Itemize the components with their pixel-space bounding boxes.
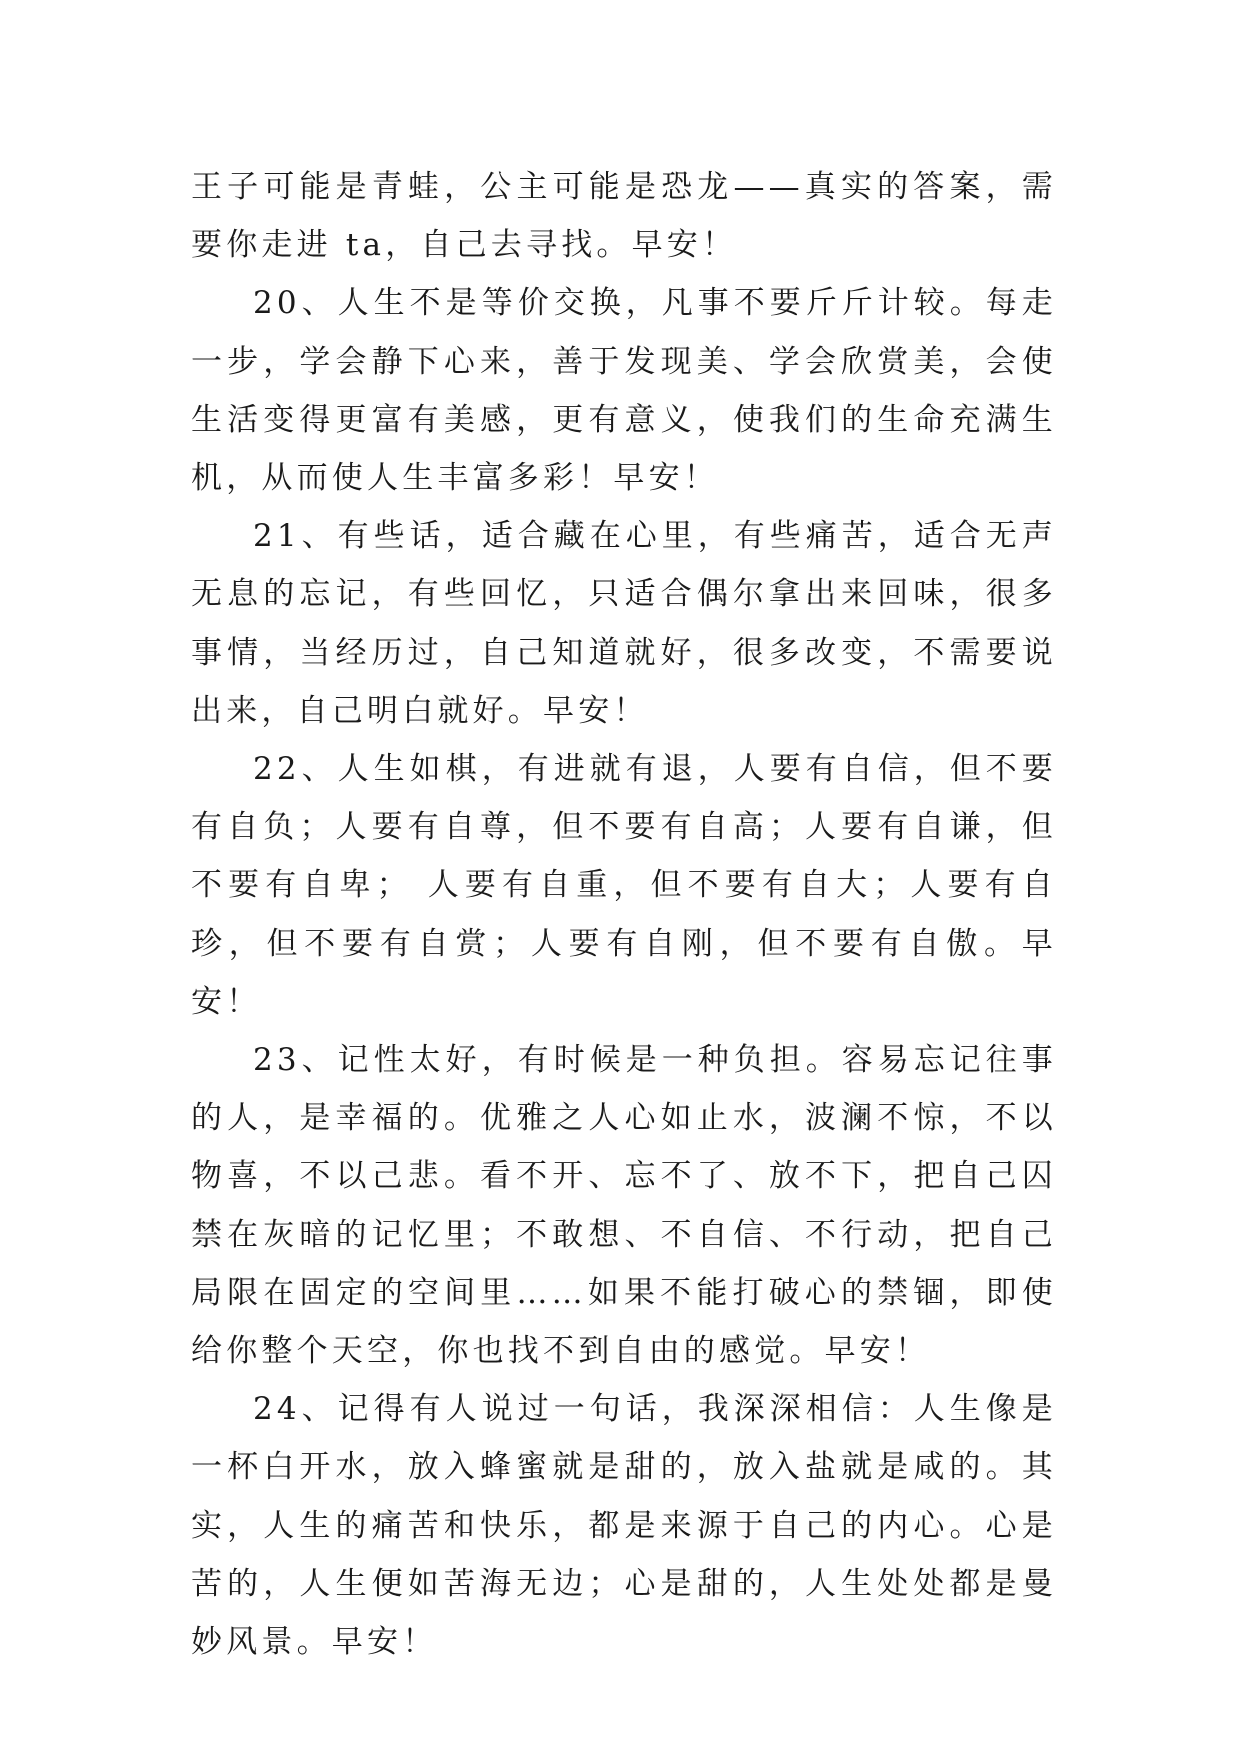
paragraph-24: 24、记得有人说过一句话，我深深相信：人生像是一杯白开水，放入蜂蜜就是甜的，放入盐就是咸的。其实，人生的痛苦和快乐，都是来源于自己的内心。心是苦的，人生便如苦海无边；心是甜的，人生处处都是曼妙风景。早安！ — [191, 1391, 1057, 1661]
paragraph-20: 20、人生不是等价交换，凡事不要斤斤计较。每走一步，学会静下心来，善于发现美、学会欣赏美，会使生活变得更富有美感，更有意义，使我们的生命充满生机，从而使人生丰富多彩！早安！ — [191, 285, 1057, 497]
paragraph-continuation: 王子可能是青蛙，公主可能是恐龙——真实的答案，需要你走进 ta，自己去寻找。早安！ — [191, 169, 1057, 264]
paragraph-22: 22、人生如棋，有进就有退，人要有自信，但不要有自负；人要有自尊，但不要有自高；人要有自谦，但不要有自卑； 人要有自重，但不要有自大；人要有自珍，但不要有自赏；人要有自刚，但不要有自傲。早安！ — [191, 751, 1057, 1020]
paragraph-21: 21、有些话，适合藏在心里，有些痛苦，适合无声无息的忘记，有些回忆，只适合偶尔拿出来回味，很多事情，当经历过，自己知道就好，很多改变，不需要说出来，自己明白就好。早安！ — [191, 518, 1057, 729]
paragraph-23: 23、记性太好，有时候是一种负担。容易忘记往事的人，是幸福的。优雅之人心如止水，波澜不惊，不以物喜，不以己悲。看不开、忘不了、放不下，把自己囚禁在灰暗的记忆里；不敢想、不自信、不行动，把自己局限在固定的空间里……如果不能打破心的禁锢，即使给你整个天空，你也找不到自由的感觉。早安！ — [191, 1042, 1057, 1370]
document-page — [191, 158, 1057, 1671]
